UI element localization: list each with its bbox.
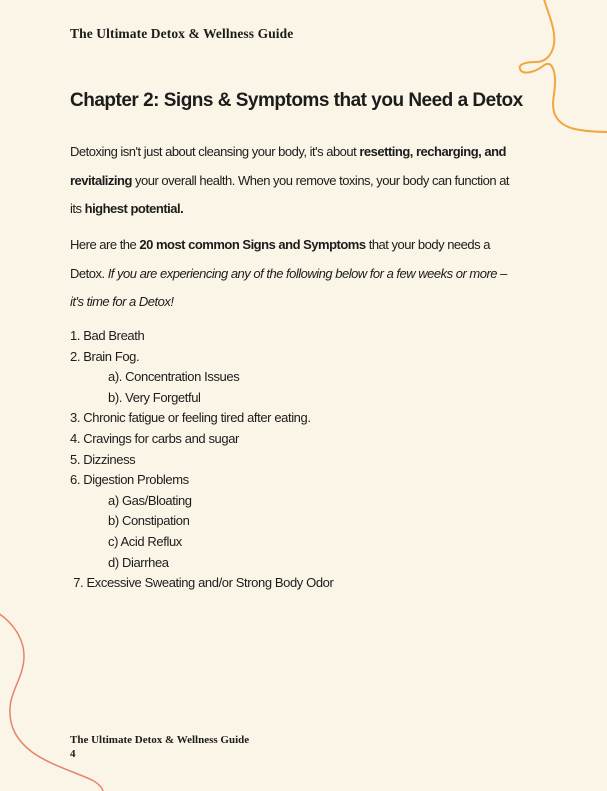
text-segment: Detoxing isn't just about cleansing your body, it's about <box>70 144 360 159</box>
list-item: 3. Chronic fatigue or feeling tired after eating. <box>70 410 311 426</box>
list-item: 5. Dizziness <box>70 451 136 467</box>
list-item: 7. Excessive Sweating and/or Strong Body Odor <box>70 575 334 591</box>
footer-title: The Ultimate Detox & Wellness Guide <box>70 734 250 746</box>
list-item: c) Acid Reflux <box>108 533 182 549</box>
top-right-squiggle-icon <box>520 0 607 132</box>
list-item: b). Very Forgetful <box>108 389 201 405</box>
list-item: a). Concentration Issues <box>108 369 240 385</box>
intro-paragraph <box>70 138 516 224</box>
text-segment: that your body needs a Detox. <box>70 237 490 281</box>
signs-intro-paragraph <box>70 231 516 317</box>
list-item: a) Gas/Bloating <box>108 492 192 508</box>
text-segment: Here are the <box>70 237 140 252</box>
text-segment: resetting, recharging, and revitalizing <box>70 144 507 188</box>
list-item: b) Constipation <box>108 513 190 529</box>
list-item: d) Diarrhea <box>108 554 169 570</box>
text-segment: If you are experiencing any of the following below for a few weeks or more – it's time for a Detox! <box>70 265 507 309</box>
page-footer <box>70 733 249 761</box>
text-segment: your overall health. When you remove toxins, your body can function at its <box>70 172 510 216</box>
text-segment: highest potential. <box>84 201 184 216</box>
running-header-title: The Ultimate Detox & Wellness Guide <box>70 26 294 41</box>
symptom-list <box>70 326 570 594</box>
text-segment: 20 most common Signs and Symptoms <box>139 237 366 252</box>
list-item: 1. Bad Breath <box>70 328 145 343</box>
list-item: 4. Cravings for carbs and sugar <box>70 430 239 446</box>
chapter-title: Chapter 2: Signs & Symptoms that you Need a Detox <box>70 90 523 111</box>
list-item: 6. Digestion Problems <box>70 472 189 488</box>
bottom-left-squiggle-icon <box>0 613 104 791</box>
list-item: 2. Brain Fog. <box>70 348 140 364</box>
page-number: 4 <box>70 748 76 760</box>
